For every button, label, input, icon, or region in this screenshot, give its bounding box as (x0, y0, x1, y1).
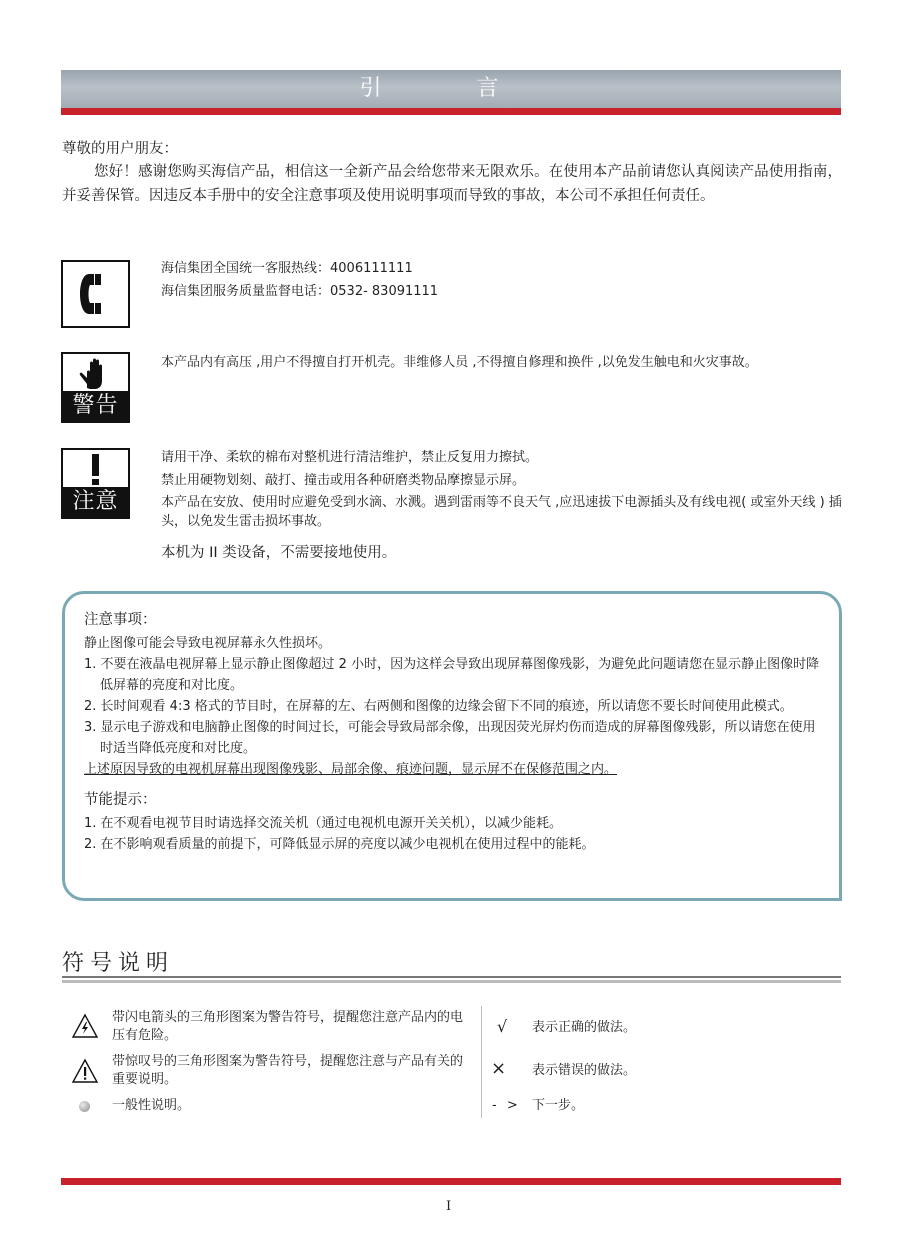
notice-badge-label: 注意 (63, 487, 128, 517)
greeting: 尊敬的用户朋友： (62, 141, 178, 157)
notice-line-2: 禁止用硬物划刻、敲打、撞击或用各种研磨类物品摩擦显示屏。 (161, 473, 526, 488)
page-header-banner (61, 70, 841, 108)
notice-badge (61, 448, 130, 519)
phone-icon (61, 260, 130, 328)
legend-correct-text: 表示正确的做法。 (532, 1020, 637, 1035)
warning-badge-label: 警告 (63, 391, 128, 421)
check-symbol: √ (497, 1017, 508, 1036)
cross-symbol: × (491, 1058, 507, 1079)
gray-dot-icon (79, 1101, 90, 1112)
legend-wrong-text: 表示错误的做法。 (532, 1063, 637, 1078)
warning-badge (61, 352, 130, 423)
symbols-title: 符号说明 (62, 951, 175, 976)
hand-icon (63, 354, 128, 392)
hotline-supervision: 海信集团服务质量监督电话：0532- 83091111 (161, 284, 439, 299)
hotline-service: 海信集团全国统一客服热线：4006111111 (161, 261, 413, 276)
page-number: I (446, 1199, 452, 1214)
caution-box (62, 591, 842, 901)
legend-general-text: 一般性说明。 (112, 1098, 191, 1113)
intro-paragraph: 您好！感谢您购买海信产品，相信这一全新产品会给您带来无限欢乐。在使用本产品前请您认真阅读产品使用指南，并妥善保管。因违反本手册中的安全注意事项及使用说明事项而导致的事故，本公司不承担任何责任。 (62, 164, 842, 204)
arrow-symbol: - > (492, 1098, 521, 1113)
symbols-rule-shadow (62, 980, 841, 983)
symbols-divider (481, 1006, 482, 1118)
legend-next-text: 下一步。 (532, 1098, 585, 1113)
energy-item: 2. 在不影响观看质量的前提下，可降低显示屏的亮度以减少电视机在使用过程中的能耗。 (84, 837, 595, 852)
footer-red-rule (61, 1178, 841, 1185)
symbols-rule (62, 976, 841, 978)
notice-line-1: 请用干净、柔软的棉布对整机进行清洁维护，禁止反复用力擦拭。 (161, 450, 539, 465)
caution-item: 3. 显示电子游戏和电脑静止图像的时间过长，可能会导致局部余像，出现因荧光屏灼伤而造成的屏幕图像残影，所以请您在使用时适当降低亮度和对比度。 (84, 720, 816, 756)
caution-title: 注意事项： (84, 612, 157, 628)
exclamation-icon (63, 450, 128, 488)
page-title: 引 言 (359, 76, 543, 101)
legend-exclamation-text: 带惊叹号的三角形图案为警告符号，提醒您注意与产品有关的重要说明。 (112, 1054, 464, 1087)
caution-item: 1. 不要在液晶电视屏幕上显示静止图像超过 2 小时，因为这样会导致出现屏幕图像残影，为避免此问题请您在显示静止图像时降低屏幕的亮度和对比度。 (84, 657, 820, 693)
legend-lightning-text: 带闪电箭头的三角形图案为警告符号，提醒您注意产品内的电压有危险。 (112, 1010, 464, 1043)
header-red-rule (61, 108, 841, 115)
caution-subtitle: 静止图像可能会导致电视屏幕永久性损坏。 (84, 636, 332, 651)
lightning-triangle-icon (71, 1013, 99, 1043)
energy-item: 1. 在不观看电视节目时请选择交流关机（通过电视机电源开关关机），以减少能耗。 (84, 816, 563, 831)
energy-title: 节能提示： (84, 792, 157, 808)
notice-line-4: 本机为 II 类设备，不需要接地使用。 (161, 545, 397, 561)
warning-text: 本产品内有高压 ,用户不得擅自打开机壳。非维修人员 ,不得擅自修理和换件 ,以免发生触电和火灾事故。 (161, 355, 758, 370)
caution-disclaimer: 上述原因导致的电视机屏幕出现图像残影、局部余像、痕迹问题，显示屏不在保修范围之内。 (84, 762, 618, 777)
caution-item: 2. 长时间观看 4:3 格式的节目时，在屏幕的左、右两侧和图像的边缘会留下不同的痕迹，所以请您不要长时间使用此模式。 (84, 699, 793, 714)
exclamation-triangle-icon (71, 1058, 99, 1088)
notice-line-3: 本产品在安放、使用时应避免受到水滴、水溅。遇到雷雨等不良天气 ,应迅速拔下电源插头及有线电视( 或室外天线 ) 插头，以免发生雷击损坏事故。 (161, 495, 842, 529)
